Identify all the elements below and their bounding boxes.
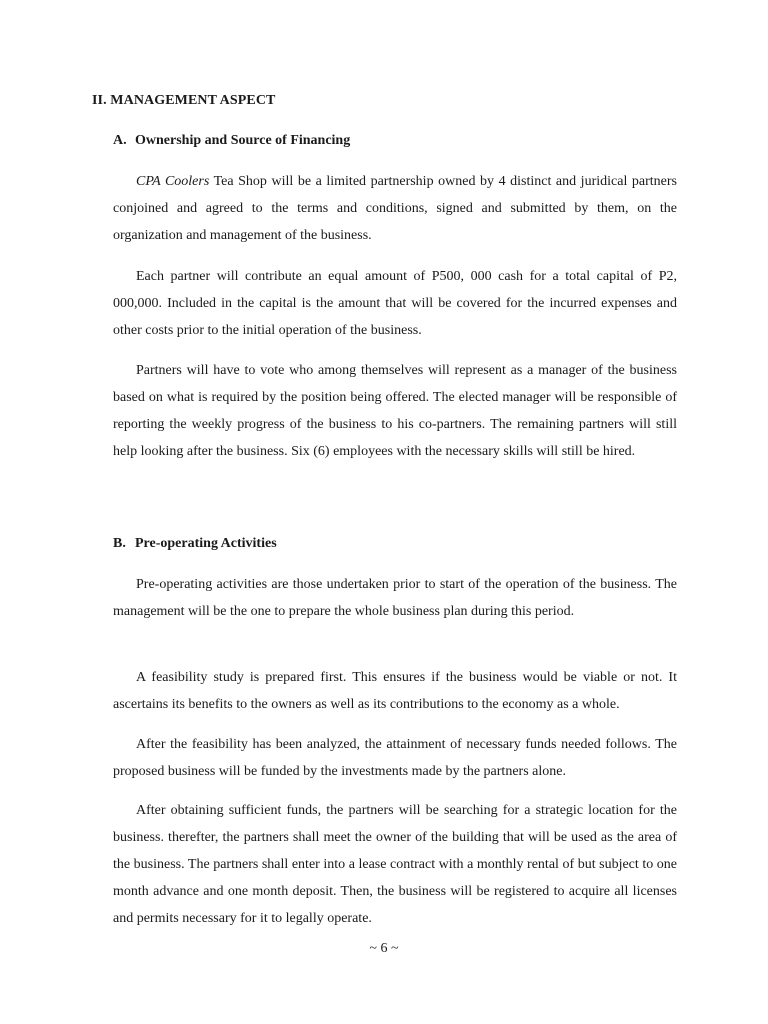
subsection-b-letter: B. (113, 536, 126, 551)
pre-operating-paragraph-4: After obtaining sufficient funds, the partners will be searching for a strategic location for the business. therefter, the partners shall meet the owner of the building that will be used as the area of the business. The partners shall enter into a lease contract with a monthly rental of but subject to one month advance and one month deposit. Then, the business will be registered to acquire all licenses and permits necessary for it to legally operate. (113, 803, 677, 926)
pre-operating-paragraph-3: After the feasibility has been analyzed, the attainment of necessary funds needed follows. The proposed business will be funded by the investments made by the partners alone. (113, 737, 677, 779)
pre-operating-paragraph-2: A feasibility study is prepared first. This ensures if the business would be viable or not. It ascertains its benefits to the owners as well as its contributions to the economy as a whole. (113, 670, 677, 712)
pre-operating-paragraph-1: Pre-operating activities are those undertaken prior to start of the operation of the business. The management will be the one to prepare the whole business plan during this period. (113, 577, 677, 619)
ownership-paragraph-1 (113, 168, 677, 249)
business-name: CPA Coolers (136, 174, 210, 189)
subsection-b-title: Pre-operating Activities (135, 536, 277, 551)
subsection-b-heading (113, 536, 277, 552)
ownership-paragraph-1-text: Tea Shop will be a limited partnership owned by 4 distinct and juridical partners conjoined and agreed to the terms and conditions, signed and submitted by them, on the organization and management of the business. (113, 174, 677, 243)
subsection-a-heading (113, 133, 350, 149)
ownership-paragraph-3: Partners will have to vote who among themselves will represent as a manager of the business based on what is required by the position being offered. The elected manager will be responsible of reporting the weekly progress of the business to his co-partners. The remaining partners will still help looking after the business. Six (6) employees with the necessary skills will still be hired. (113, 363, 677, 459)
subsection-a-letter: A. (113, 133, 127, 148)
page-number: ~ 6 ~ (369, 941, 399, 956)
subsection-a-title: Ownership and Source of Financing (135, 133, 351, 148)
section-heading: II. MANAGEMENT ASPECT (92, 93, 276, 108)
ownership-paragraph-2: Each partner will contribute an equal amount of P500, 000 cash for a total capital of P2, 000,000. Included in the capital is the amount that will be covered for the incurred expenses and other costs prior to the initial operation of the business. (113, 269, 677, 338)
